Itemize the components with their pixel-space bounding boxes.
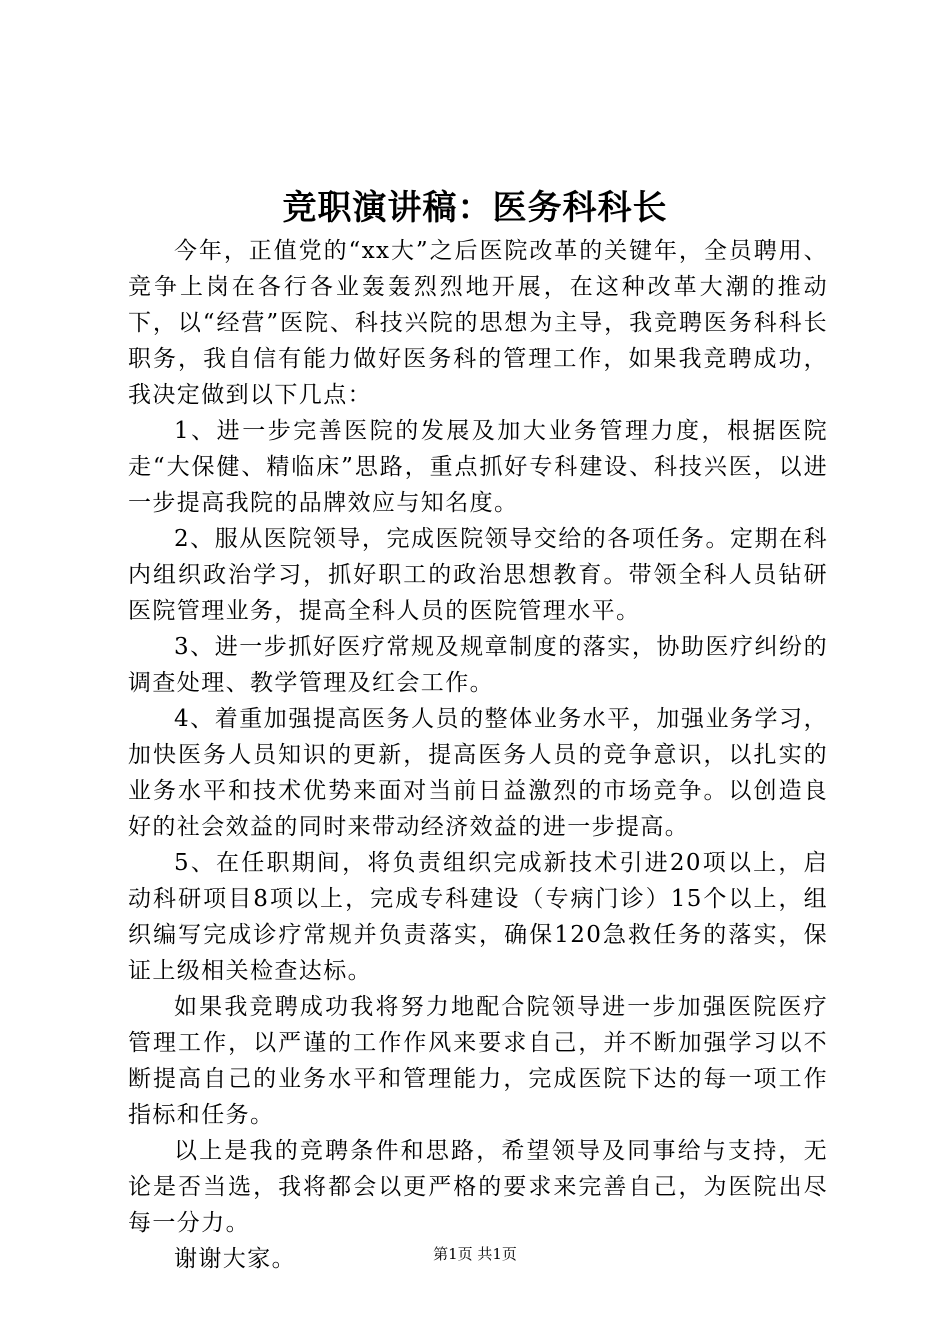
- page-footer: 第1页 共1页: [433, 1245, 517, 1263]
- paragraph-point-3: 3、进一步抓好医疗常规及规章制度的落实，协助医疗纠纷的调查处理、教学管理及红会工作。: [128, 634, 828, 696]
- paragraph-thanks: 谢谢大家。: [174, 1246, 296, 1272]
- paragraph-point-5: 5、在任职期间，将负责组织完成新技术引进20项以上，启动科研项目8项以上，完成专科建设（专病门诊）15个以上，组织编写完成诊疗常规并负责落实，确保120急救任务的落实，保证上级相关检查达标。: [128, 850, 828, 984]
- paragraph-point-4: 4、着重加强提高医务人员的整体业务水平，加强业务学习，加快医务人员知识的更新，提高医务人员的竞争意识，以扎实的业务水平和技术优势来面对当前日益激烈的市场竞争。以创造良好的社会效益的同时来带动经济效益的进一步提高。: [128, 706, 828, 840]
- paragraph-point-2: 2、服从医院领导，完成医院领导交给的各项任务。定期在科内组织政治学习，抓好职工的政治思想教育。带领全科人员钻研医院管理业务，提高全科人员的医院管理水平。: [128, 526, 828, 624]
- document-body: [128, 233, 828, 1277]
- paragraph-point-1: 1、进一步完善医院的发展及加大业务管理力度，根据医院走“大保健、精临床”思路，重点抓好专科建设、科技兴医，以进一步提高我院的品牌效应与知名度。: [128, 418, 828, 516]
- paragraph-commitment: 如果我竞聘成功我将努力地配合院领导进一步加强医院医疗管理工作，以严谨的工作作风来要求自己，并不断加强学习以不断提高自己的业务水平和管理能力，完成医院下达的每一项工作指标和任务。: [128, 994, 828, 1128]
- paragraph-intro: 今年，正值党的“xx大”之后医院改革的关键年，全员聘用、竞争上岗在各行各业轰轰烈烈地开展，在这种改革大潮的推动下，以“经营”医院、科技兴院的思想为主导，我竞聘医务科科长职务，我自信有能力做好医务科的管理工作，如果我竞聘成功，我决定做到以下几点：: [128, 238, 828, 408]
- document-title: 竞职演讲稿：医务科科长: [282, 188, 668, 228]
- paragraph-closing: 以上是我的竞聘条件和思路，希望领导及同事给与支持，无论是否当选，我将都会以更严格的要求来完善自己，为医院出尽每一分力。: [128, 1138, 828, 1236]
